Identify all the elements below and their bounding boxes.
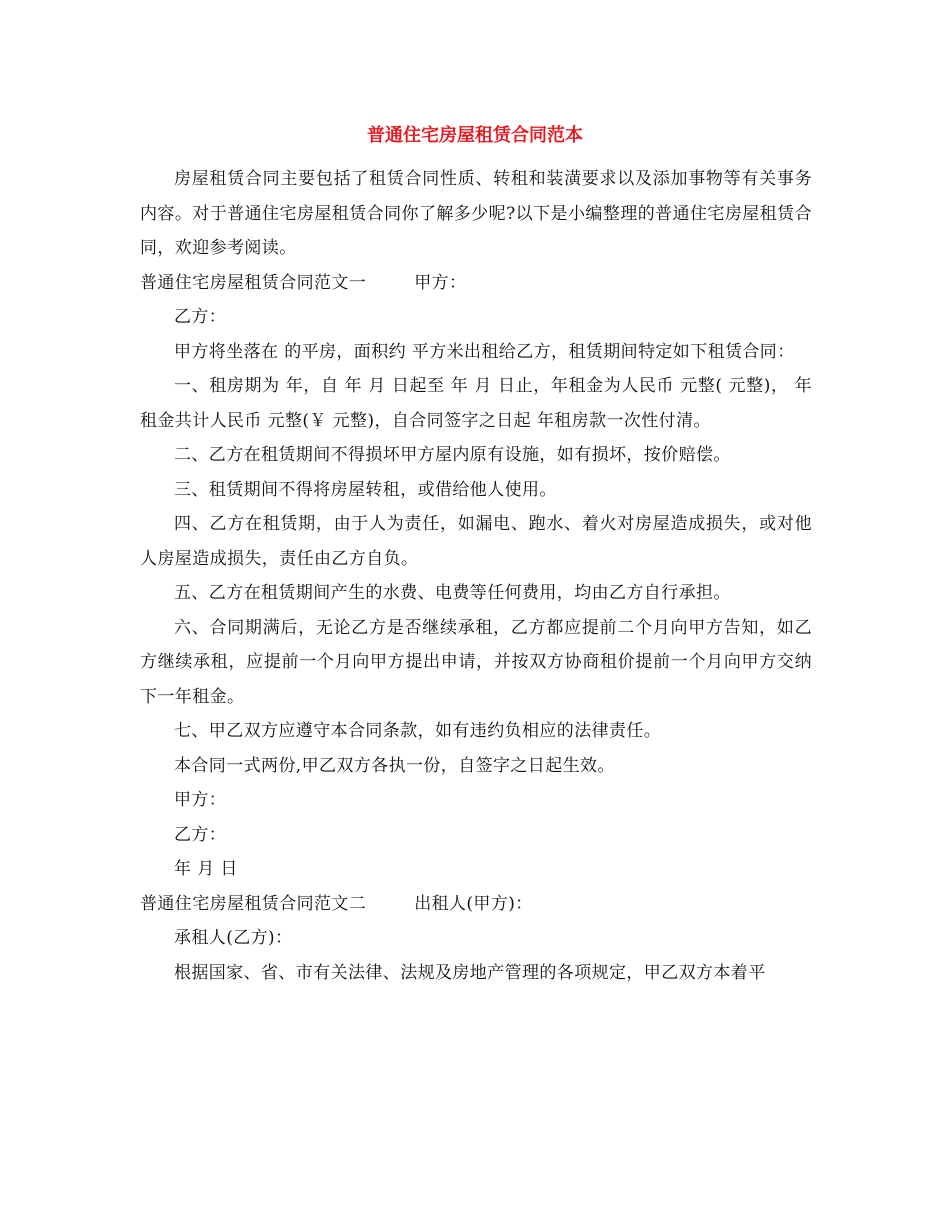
contract-paragraph: 甲方将坐落在 的平房，面积约 平方米出租给乙方，租赁期间特定如下租赁合同： xyxy=(174,341,795,362)
signature-party-b: 乙方： xyxy=(174,824,227,845)
clause-1: 一、租房期为 年，自 年 月 日起至 年 月 日止，年租金为人民币 元整( 元整)， 年租金共计人民币 元整(￥ 元整)，自合同签字之日起 年租房款一次性付清。 xyxy=(140,376,812,431)
contract-one-heading: 普通住宅房屋租赁合同范文一 xyxy=(140,272,367,293)
clause-7: 七、甲乙双方应遵守本合同条款，如有违约负相应的法律责任。 xyxy=(174,721,662,741)
clause-2: 二、乙方在租赁期间不得损坏甲方屋内原有设施，如有损坏，按价赔偿。 xyxy=(174,445,731,465)
signature-date: 年 月 日 xyxy=(174,859,238,879)
clause-5: 五、乙方在租赁期间产生的水费、电费等任何费用，均由乙方自行承担。 xyxy=(174,583,731,603)
contract-two-heading: 普通住宅房屋租赁合同范文二 xyxy=(140,893,367,914)
contract-one-heading-line xyxy=(140,266,812,301)
document-title: 普通住宅房屋租赁合同范本 xyxy=(367,125,583,146)
signature-party-a: 甲方： xyxy=(174,790,227,810)
document-body xyxy=(140,160,812,990)
contract-two-heading-line xyxy=(140,887,812,922)
clause-6: 六、合同期满后，无论乙方是否继续承租，乙方都应提前二个月向甲方告知，如乙方继续承租，应提前一个月向甲方提出申请，并按双方协商租价提前一个月向甲方交纳下一年租金。 xyxy=(140,617,812,707)
effectiveness-paragraph: 本合同一式两份,甲乙双方各执一份，自签字之日起生效。 xyxy=(174,755,615,776)
intro-paragraph: 房屋租赁合同主要包括了租赁合同性质、转租和装潢要求以及添加事物等有关事务内容。对于普通住宅房屋租赁合同你了解多少呢?以下是小编整理的普通住宅房屋租赁合同，欢迎参考阅读。 xyxy=(140,169,812,258)
party-b-label: 乙方： xyxy=(174,307,227,327)
clause-3: 三、租赁期间不得将房屋转租，或借给他人使用。 xyxy=(174,479,557,500)
party-a-label: 甲方： xyxy=(414,272,467,293)
lessor-label: 出租人(甲方)： xyxy=(414,893,533,914)
contract-two-intro: 根据国家、省、市有关法律、法规及房地产管理的各项规定，甲乙双方本着平 xyxy=(174,962,766,983)
clause-4: 四、乙方在租赁期，由于人为责任，如漏电、跑水、着火对房屋造成损失，或对他人房屋造成损失，责任由乙方自负。 xyxy=(140,514,812,569)
lessee-label: 承租人(乙方)： xyxy=(174,928,293,948)
